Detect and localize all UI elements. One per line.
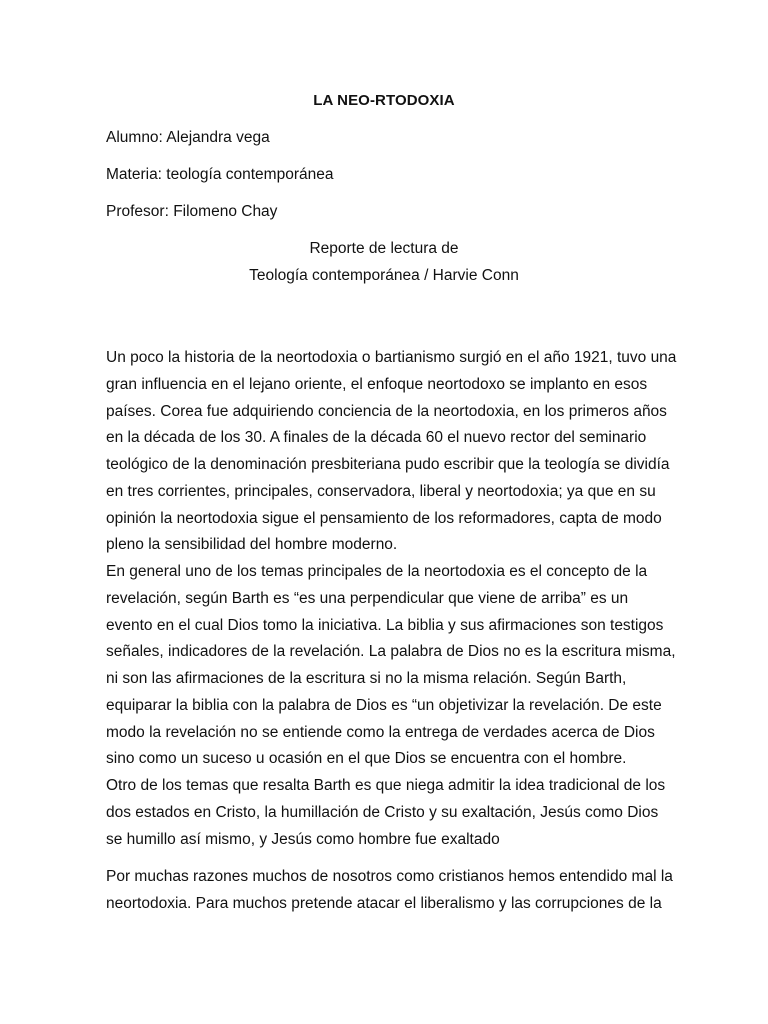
text-line: sino como un suceso u ocasión en el que Dios se encuentra con el hombre. bbox=[106, 750, 627, 768]
text-line: revelación, según Barth es “es una perpendicular que viene de arriba” es un bbox=[106, 589, 629, 607]
student-line: Alumno: Alejandra vega bbox=[106, 129, 270, 146]
text-line: En general uno de los temas principales de la neortodoxia es el concepto de la bbox=[106, 563, 648, 580]
text-line: se humillo así mismo, y Jesús como hombre fue exaltado bbox=[106, 830, 500, 848]
subject-line: Materia: teología contemporánea bbox=[106, 166, 334, 183]
main-text-block bbox=[106, 345, 686, 853]
text-line: gran influencia en el lejano oriente, el enfoque neortodoxo se implanto en esos bbox=[106, 375, 648, 393]
report-subtitle-line: Reporte de lectura de bbox=[309, 240, 459, 257]
text-line: países. Corea fue adquiriendo conciencia de la neortodoxia, en los primeros años bbox=[106, 402, 667, 420]
text-line: Un poco la historia de la neortodoxia o bartianismo surgió en el año 1921, tuvo una bbox=[106, 349, 677, 366]
text-line: teológico de la denominación presbiteriana pudo escribir que la teología se dividía bbox=[106, 456, 670, 473]
document-title: LA NEO-RTODOXIA bbox=[313, 92, 455, 109]
text-line: en la década de los 30. A finales de la década 60 el nuevo rector del seminario bbox=[106, 429, 647, 447]
book-reference-line: Teología contemporánea / Harvie Conn bbox=[249, 267, 519, 284]
text-line: opinión la neortodoxia sigue el pensamiento de los reformadores, capta de modo bbox=[106, 509, 662, 527]
text-line: equiparar la biblia con la palabra de Dios es “un objetivizar la revelación. De este bbox=[106, 696, 662, 714]
text-line: neortodoxia. Para muchos pretende atacar el liberalismo y las corrupciones de la bbox=[106, 894, 662, 912]
text-line: modo la revelación no se entiende como la entrega de verdades acerca de Dios bbox=[106, 723, 655, 741]
text-line: dos estados en Cristo, la humillación de Cristo y su exaltación, Jesús como Dios bbox=[106, 803, 659, 821]
text-line: señales, indicadores de la revelación. La palabra de Dios no es la escritura misma, bbox=[106, 643, 676, 661]
text-line: pleno la sensibilidad del hombre moderno. bbox=[106, 536, 398, 554]
text-line: en tres corrientes, principales, conservadora, liberal y neortodoxia; ya que en su bbox=[106, 482, 656, 500]
text-line: Otro de los temas que resalta Barth es que niega admitir la idea tradicional de los bbox=[106, 777, 666, 794]
professor-line: Profesor: Filomeno Chay bbox=[106, 203, 278, 220]
second-text-block bbox=[106, 864, 686, 918]
text-line: evento en el cual Dios tomo la iniciativa. La biblia y sus afirmaciones son testigos bbox=[106, 616, 664, 634]
text-line: Por muchas razones muchos de nosotros como cristianos hemos entendido mal la bbox=[106, 868, 673, 885]
text-line: ni son las afirmaciones de la escritura si no la misma relación. Según Barth, bbox=[106, 670, 627, 687]
